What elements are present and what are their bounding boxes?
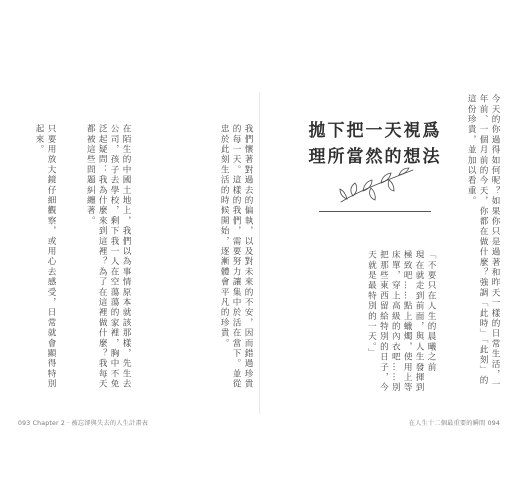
quote-line: 把那些東西留給特別的日子，今 [378, 250, 389, 393]
quote-line: 「不要只在人生的晨曦之前 [426, 250, 436, 373]
chapter-title-line-2: 理所當然的想法 [308, 147, 442, 167]
quote-line: 天就是最特別的一天。」 [366, 250, 377, 358]
quote-line: 床單，穿上高級的內衣吧……別 [390, 250, 401, 393]
leaf-branch-illustration [335, 162, 417, 210]
left-page-footer: 093 Chapter 2 · 被忘卻與失去的人生計畫表 [18, 420, 149, 427]
left-page-body-column-b: 在陌生的中國土地上，我們以為事情原本就該那樣，先生去公司，孩子去學校，剩下我一人在空蕩蕩的家裡，胸中不免泛起疑問：我為什麼來到這裡？為了在這裡做什麼？我每天都被這些問題糾纏著。 [85, 124, 131, 390]
left-page-body-column-a: 我們懷著對過去的偏執，以及對未來的不安，因而錯過珍貴的每一天。這樣的我們，需要努力讓集中於活在當下。並從忠於此刻生活的時候開始，逐漸體會平凡的珍貴。 [219, 124, 253, 390]
right-page-footer: 在人生十二個最重要的瞬間 094 [408, 420, 500, 427]
book-gutter [259, 92, 260, 414]
quote-line: 現在就走到前面，與人生發揮到 [414, 250, 425, 393]
chapter-title-line-1: 拋下把一天視爲 [308, 121, 442, 141]
right-page-body: 今天的你過得如何呢？如果你只是過著和昨天一樣的日常生活，一年前、一個月前的今天，你都在做什麼？強調「此時」「此刻」的這份珍貴，並加以看重。 [466, 94, 500, 390]
quote-line: 極致吧……點上蠟燭，使用上等 [402, 250, 413, 393]
title-divider [319, 211, 431, 212]
quotation-block [332, 250, 436, 400]
left-page-body-column-c: 只要用放大鏡仔細觀察，或用心去感受，日常就會顯得特別起來。 [34, 124, 56, 390]
